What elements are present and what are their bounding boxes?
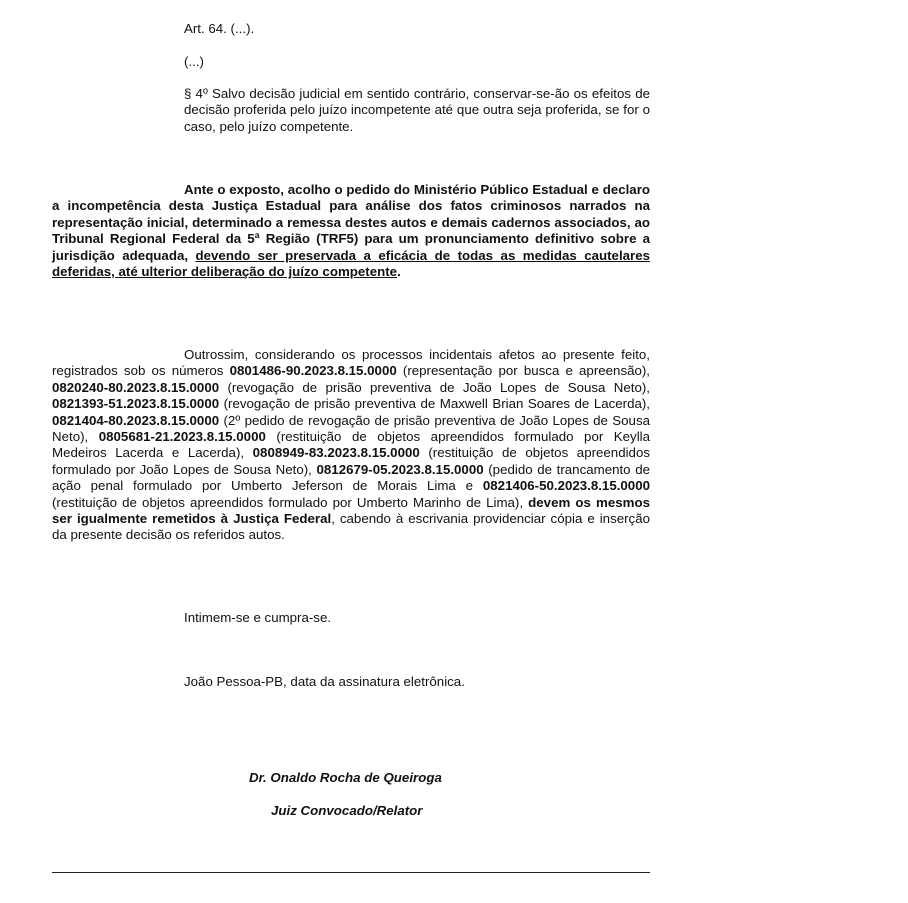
process-number: 0805681-21.2023.8.15.0000 bbox=[98, 429, 266, 445]
intimation-line: Intimem-se e cumpra-se. bbox=[184, 610, 332, 625]
incidental-processes-paragraph bbox=[52, 347, 650, 544]
text-segment: (representação por busca e apreensão), bbox=[396, 363, 651, 379]
process-number: 0821406-50.2023.8.15.0000 bbox=[482, 478, 650, 494]
process-number: 0820240-80.2023.8.15.0000 bbox=[52, 379, 220, 395]
remittance-order: devem os mesmos ser igualmente remetidos à Justiça Federal bbox=[52, 494, 650, 527]
text-segment: (revogação de prisão preventiva de João Lopes de Sousa Neto), bbox=[219, 379, 650, 395]
process-number: 0821393-51.2023.8.15.0000 bbox=[52, 396, 220, 412]
quoted-paragraph-4: § 4º Salvo decisão judicial em sentido contrário, conservar-se-ão os efeitos de decisão proferida pelo juízo incompetente até que outra seja proferida, se for o caso, pelo juízo competente. bbox=[184, 86, 650, 134]
process-number: 0821404-80.2023.8.15.0000 bbox=[52, 412, 220, 428]
place-date-line: João Pessoa-PB, data da assinatura eletrônica. bbox=[184, 674, 465, 689]
text-segment: (restituição de objetos apreendidos formulado por Keylla Medeiros Lacerda e Lacerda), bbox=[52, 429, 651, 461]
text-segment: Outrossim, considerando os processos incidentais afetos ao presente feito, registrados sob os números bbox=[52, 347, 650, 379]
decision-end: . bbox=[397, 264, 401, 280]
decision-paragraph bbox=[52, 182, 650, 280]
text-segment: (restituição de objetos apreendidos formulado por João Lopes de Sousa Neto), bbox=[52, 445, 650, 477]
document-page bbox=[52, 0, 650, 903]
process-number: 0808949-83.2023.8.15.0000 bbox=[252, 445, 420, 461]
process-number: 0801486-90.2023.8.15.0000 bbox=[229, 363, 397, 379]
text-segment: , cabendo à escrivania providenciar cópia e inserção da presente decisão os referidos autos. bbox=[52, 511, 650, 543]
footer-divider bbox=[52, 872, 650, 873]
decision-main-text: Ante o exposto, acolho o pedido do Ministério Público Estadual e declaro a incompetência desta Justiça Estadual para análise dos fatos criminosos narrados na representação inicial, determinado a remessa destes autos e demais cadernos associados, ao Tribunal Regional Federal da 5ª Região (TRF5) para um pronunciamento definitivo sobre a jurisdição adequada, bbox=[52, 182, 650, 263]
text-segment: (revogação de prisão preventiva de Maxwell Brian Soares de Lacerda), bbox=[219, 396, 650, 412]
signatory-role: Juiz Convocado/Relator bbox=[271, 803, 423, 818]
quoted-ellipsis: (...) bbox=[184, 54, 204, 69]
decision-underlined-text: devendo ser preservada a eficácia de todas as medidas cautelares deferidas, até ulterior deliberação do juízo competente bbox=[52, 247, 651, 280]
signatory-name: Dr. Onaldo Rocha de Queiroga bbox=[249, 770, 442, 785]
text-segment: (2º pedido de revogação de prisão preventiva de João Lopes de Sousa Neto), bbox=[52, 412, 650, 445]
text-segment: (pedido de trancamento de ação penal formulado por Umberto Jeferson de Morais Lima e bbox=[52, 461, 650, 494]
quoted-article: Art. 64. (...). bbox=[184, 21, 255, 36]
text-segment: (restituição de objetos apreendidos formulado por Umberto Marinho de Lima), bbox=[52, 494, 529, 510]
process-number: 0812679-05.2023.8.15.0000 bbox=[316, 461, 484, 477]
